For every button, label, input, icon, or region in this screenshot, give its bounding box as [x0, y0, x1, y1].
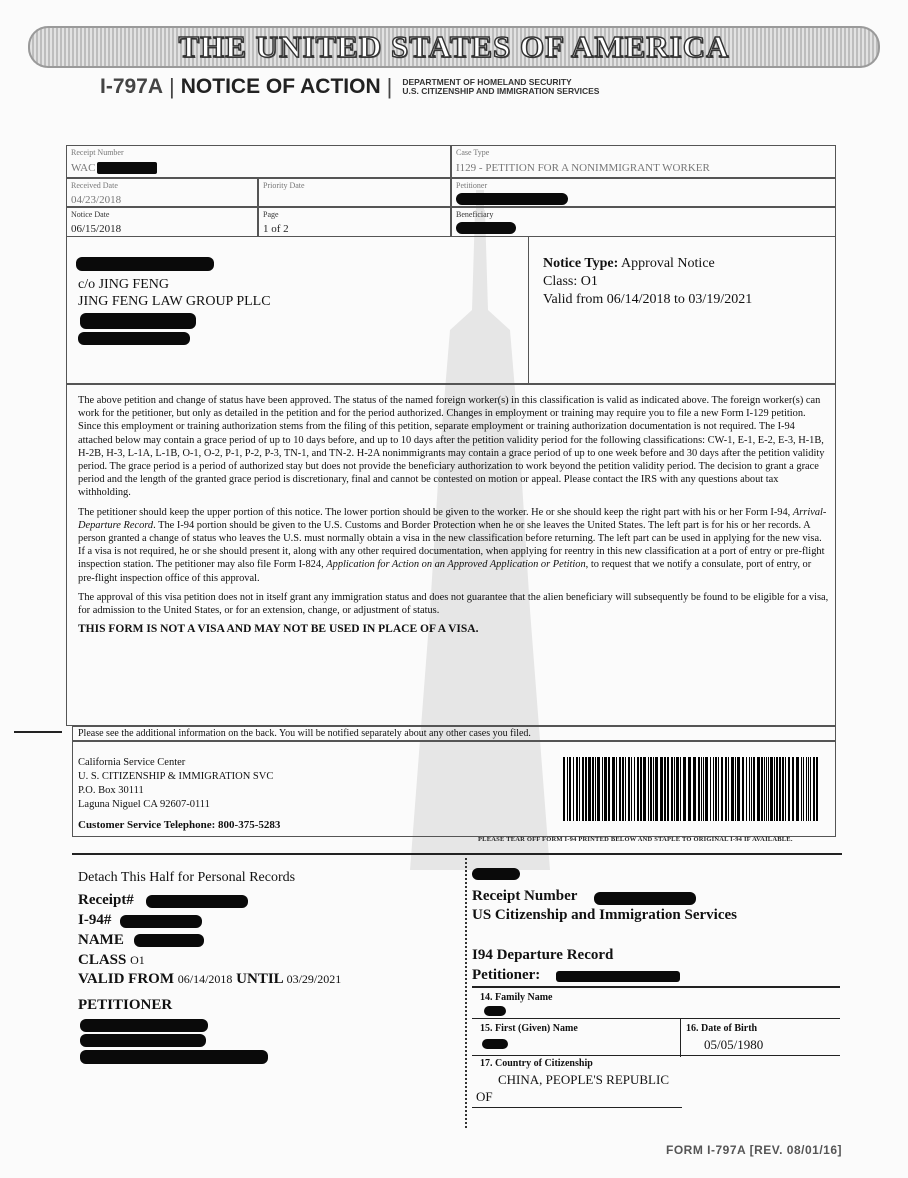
- header-divider-2: |: [386, 74, 393, 99]
- notice-type-label: Notice Type:: [543, 256, 619, 271]
- barcode-bar: [735, 757, 736, 821]
- page-value: 1 of 2: [263, 223, 289, 235]
- until-label: UNTIL: [236, 971, 283, 987]
- departure-record-title: I94 Departure Record: [472, 947, 614, 963]
- redaction-mark: [134, 934, 204, 947]
- barcode-bar: [806, 757, 807, 821]
- departure-receipt: [472, 888, 577, 905]
- barcode-bar: [582, 757, 584, 821]
- redaction-mark: [484, 1006, 506, 1016]
- barcode-bar: [693, 757, 696, 821]
- class-value: O1: [130, 953, 145, 967]
- barcode-bar: [725, 757, 727, 821]
- barcode-bar: [770, 757, 773, 821]
- service-center-line: P.O. Box 30111: [78, 785, 144, 796]
- barcode-bar: [597, 757, 600, 821]
- barcode-bar: [688, 757, 691, 821]
- redaction-mark: [120, 915, 202, 928]
- redaction-mark: [78, 332, 190, 345]
- barcode-bar: [683, 757, 686, 821]
- barcode-bar: [592, 757, 594, 821]
- additional-info-text: Please see the additional information on the back. You will be notified separately about any other cases you filed.: [78, 728, 531, 739]
- priority-date-label: Priority Date: [263, 181, 305, 190]
- name-label: NAME: [78, 932, 124, 948]
- receipt-number-value: WAC: [71, 162, 96, 174]
- validity-field: [78, 971, 341, 988]
- family-name-label: 14. Family Name: [480, 992, 553, 1003]
- barcode-bar: [731, 757, 734, 821]
- detach-line: [72, 853, 842, 855]
- address-co-line: c/o JING FENG: [78, 277, 169, 292]
- barcode-bar: [813, 757, 815, 821]
- barcode-bar: [625, 757, 626, 821]
- barcode-bar: [655, 757, 658, 821]
- address-firm-line: JING FENG LAW GROUP PLLC: [78, 294, 271, 309]
- departure-petitioner-label: Petitioner:: [472, 967, 541, 983]
- petitioner-cell: [451, 178, 836, 207]
- received-date-value: 04/23/2018: [71, 194, 122, 206]
- barcode-bar: [808, 757, 809, 821]
- notice-title: NOTICE OF ACTION: [180, 75, 381, 98]
- barcode-bar: [637, 757, 639, 821]
- redaction-mark: [472, 868, 520, 880]
- petitioner-label: PETITIONER: [78, 997, 173, 1013]
- notice-class: Class: O1: [543, 274, 598, 289]
- barcode-bar: [602, 757, 603, 821]
- barcode-bar: [742, 757, 744, 821]
- notice-date-value: 06/15/2018: [71, 223, 122, 235]
- barcode-bar: [648, 757, 649, 821]
- received-date-label: Received Date: [71, 181, 118, 190]
- barcode-bar: [751, 757, 752, 821]
- barcode-bar: [766, 757, 767, 821]
- service-center-address: [78, 756, 273, 812]
- barcode-bar: [721, 757, 723, 821]
- margin-tick: [14, 731, 62, 733]
- redaction-mark: [482, 1039, 508, 1049]
- dob-value: 05/05/1980: [704, 1037, 764, 1052]
- body-text: [78, 394, 830, 636]
- petitioner-field: [78, 997, 172, 1014]
- barcode-bar: [634, 757, 635, 821]
- barcode-bar: [616, 757, 617, 821]
- page-label: Page: [263, 210, 279, 219]
- case-type-label: Case Type: [456, 148, 490, 157]
- redaction-mark: [80, 1050, 268, 1064]
- barcode-bar: [792, 757, 794, 821]
- valid-from-value: 06/14/2018: [177, 972, 233, 986]
- barcode-bar: [667, 757, 669, 821]
- barcode-bar: [569, 757, 571, 821]
- barcode-bar: [631, 757, 632, 821]
- barcode-bar: [715, 757, 717, 821]
- paragraph-text: . The I-94 portion should be given to the U.S. Customs and Border Protection when he or she leaves the United States. The left part is for his or her records. A person granted a change of status who leaves the U.S. must normally obtain a visa in the new classification before returning. The left part can be used in applying for the new visa. If a visa is not required, he or she should present it, along with any other required documentation, when applying for reentry in this new classification at a port of entry or pre-flight inspection station. The petitioner may also file Form I-824,: [78, 519, 825, 571]
- redaction-mark: [456, 222, 516, 234]
- barcode-bar: [573, 757, 574, 821]
- barcode-bar: [612, 757, 615, 821]
- national-banner: [28, 26, 880, 68]
- barcode-bar: [810, 757, 811, 821]
- redaction-mark: [456, 193, 568, 205]
- barcode-bar: [703, 757, 704, 821]
- case-type-value: I129 - PETITION FOR A NONIMMIGRANT WORKER: [456, 162, 710, 174]
- barcode-bar: [713, 757, 714, 821]
- citizenship-label: 17. Country of Citizenship: [480, 1058, 593, 1069]
- redaction-mark: [556, 971, 680, 982]
- service-center-line: U. S. CITIZENSHIP & IMMIGRATION SVC: [78, 771, 274, 782]
- department-line-1: DEPARTMENT OF HOMELAND SECURITY: [402, 77, 572, 87]
- barcode-bar: [816, 757, 818, 821]
- i94-label: I-94#: [78, 912, 112, 928]
- barcode-bar: [640, 757, 642, 821]
- barcode-bar: [619, 757, 621, 821]
- case-type-cell: [451, 145, 836, 178]
- first-name-label: 15. First (Given) Name: [480, 1023, 578, 1034]
- class-field: [78, 952, 145, 969]
- redaction-mark: [97, 162, 157, 174]
- barcode-bar: [653, 757, 654, 821]
- barcode-bar: [764, 757, 765, 821]
- barcode-bar: [801, 757, 802, 821]
- paragraph-text: , to request that we notify a consulate, port of entry, or pre-flight inspection office of this approval.: [78, 559, 812, 584]
- barcode-bar: [671, 757, 673, 821]
- barcode-bar: [796, 757, 799, 821]
- document-header: [100, 74, 599, 100]
- field-divider: [680, 1019, 681, 1057]
- barcode-bar: [776, 757, 778, 821]
- redaction-mark: [594, 892, 696, 905]
- tear-off-instruction: PLEASE TEAR OFF FORM I-94 PRINTED BELOW AND STAPLE TO ORIGINAL I-94 IF AVAILABLE.: [478, 836, 793, 843]
- received-date-cell: [66, 178, 258, 207]
- receipt-label: Receipt#: [78, 892, 134, 908]
- departure-agency: US Citizenship and Immigration Services: [472, 907, 738, 923]
- receipt-number-label: Receipt Number: [71, 148, 124, 157]
- barcode-bar: [705, 757, 708, 821]
- until-value: 03/29/2021: [286, 972, 342, 986]
- barcode-bar: [567, 757, 568, 821]
- notice-validity: Valid from 06/14/2018 to 03/19/2021: [543, 292, 753, 307]
- paragraph-text: The petitioner should keep the upper portion of this notice. The lower portion should be given to the worker. He or she should keep the right part with his or her Form I-94,: [78, 506, 793, 518]
- barcode-bar: [737, 757, 740, 821]
- petitioner-label: Petitioner: [456, 181, 488, 190]
- redaction-mark: [76, 257, 214, 271]
- priority-date-cell: [258, 178, 451, 207]
- redaction-mark: [80, 1019, 208, 1032]
- departure-petitioner: [472, 967, 540, 984]
- dob-label: 16. Date of Birth: [686, 1023, 758, 1034]
- name-dob-row: [472, 1018, 840, 1056]
- barcode-bar: [718, 757, 719, 821]
- barcode-bar: [746, 757, 747, 821]
- form-revision: FORM I-797A [REV. 08/01/16]: [666, 1143, 843, 1157]
- petitioner-instructions-paragraph: [78, 506, 830, 585]
- service-center-line: Laguna Niguel CA 92607-0111: [78, 799, 210, 810]
- barcode-bar: [650, 757, 652, 821]
- barcode-bar: [664, 757, 666, 821]
- receipt-number-cell: [66, 145, 451, 178]
- barcode-bar: [788, 757, 790, 821]
- notice-date-cell: [66, 207, 258, 237]
- approval-paragraph: The above petition and change of status have been approved. The status of the named foreign worker(s) in this classification is valid as indicated above. The foreign worker(s) can work for the petitioner, but only as detailed in the petition and for the period authorized. Changes in employment or training may require you to file a new Form I-129 petition. Since this employment or training authorization stems from the filing of this petition, separate employment or training authorization documentation is not required. The I-94 attached below may contain a grace period of up to 10 days before, and up to 10 days after the petition validity period for the following classifications: CW-1, E-1, E-2, E-3, H-1B, H-2B, H-3, L-1A, L-1B, O-1, O-2, P-1, P-2, P-3, TN-1, and TN-2. H-2A nonimmigrants may contain a grace period of up to one week before and 30 days after the petition validity period. The grace period is a period of authorized stay but does not provide the beneficiary authorization to work beyond the petition validity period. The decision to grant a grace period and the length of the granted grace period is discretionary, final and cannot be contested on motion or appeal. Please contact the IRS with any questions about tax withholding.: [78, 395, 825, 499]
- barcode-bar: [728, 757, 729, 821]
- not-a-visa-warning: THIS FORM IS NOT A VISA AND MAY NOT BE USED IN PLACE OF A VISA.: [78, 623, 479, 636]
- redaction-mark: [146, 895, 248, 908]
- page-cell: [258, 207, 451, 237]
- barcode-bar: [757, 757, 760, 821]
- barcode-bar: [774, 757, 775, 821]
- citizenship-box: [472, 1056, 682, 1108]
- personal-records-title: Detach This Half for Personal Records: [78, 870, 296, 885]
- address-divider: [528, 236, 529, 384]
- barcode-bar: [676, 757, 679, 821]
- barcode-bar: [782, 757, 784, 821]
- barcode-bar: [643, 757, 646, 821]
- department-name: [402, 78, 599, 96]
- barcode-bar: [628, 757, 630, 821]
- customer-service-phone: Customer Service Telephone: 800-375-5283: [78, 819, 281, 831]
- valid-from-label: VALID FROM: [78, 971, 174, 987]
- barcode-bar: [579, 757, 580, 821]
- barcode-bar: [674, 757, 675, 821]
- barcode-bar: [803, 757, 804, 821]
- barcode-bar: [785, 757, 786, 821]
- barcode-bar: [749, 757, 750, 821]
- barcode-bar: [761, 757, 763, 821]
- barcode-bar: [779, 757, 781, 821]
- family-name-box: [472, 986, 840, 1018]
- beneficiary-cell: [451, 207, 836, 237]
- banner-title: THE UNITED STATES OF AMERICA: [178, 29, 730, 64]
- notice-date-label: Notice Date: [71, 210, 110, 219]
- disclaimer-paragraph: The approval of this visa petition does not in itself grant any immigration status and does not guarantee that the alien beneficiary will subsequently be found to be eligible for a visa, for admission to the United States, or for an extension, change, or adjustment of status.: [78, 591, 829, 617]
- service-center-line: California Service Center: [78, 757, 186, 768]
- beneficiary-label: Beneficiary: [456, 210, 494, 219]
- citizenship-value-continued: OF: [476, 1089, 493, 1104]
- form-number: I-797A: [100, 75, 164, 98]
- redaction-mark: [80, 1034, 206, 1047]
- citizenship-value: CHINA, PEOPLE'S REPUBLIC: [498, 1072, 669, 1087]
- barcode-bar: [563, 757, 565, 821]
- redaction-mark: [80, 313, 196, 329]
- barcode-bar: [753, 757, 755, 821]
- barcode-bar: [588, 757, 591, 821]
- paragraph-italic: Arrival-Departure Record: [78, 506, 827, 531]
- name-field: [78, 932, 124, 949]
- barcode-bar: [768, 757, 769, 821]
- barcode-bar: [585, 757, 587, 821]
- barcode-bar: [660, 757, 663, 821]
- notice-type-line: [543, 255, 715, 273]
- tear-line: [465, 858, 467, 1128]
- barcode-bar: [710, 757, 711, 821]
- header-divider: |: [169, 74, 175, 99]
- barcode-bar: [622, 757, 624, 821]
- department-line-2: U.S. CITIZENSHIP AND IMMIGRATION SERVICES: [402, 86, 600, 96]
- barcode-bar: [680, 757, 681, 821]
- paragraph-italic: Application for Action on an Approved Application or Petition: [326, 559, 586, 571]
- departure-receipt-label: Receipt Number: [472, 888, 578, 904]
- class-label: CLASS: [78, 952, 127, 968]
- barcode-bar: [698, 757, 700, 821]
- barcode-bar: [608, 757, 610, 821]
- barcode-bar: [576, 757, 578, 821]
- notice-type-value: Approval Notice: [621, 256, 715, 271]
- barcode-bar: [595, 757, 596, 821]
- receipt-field: [78, 892, 134, 909]
- barcode: [563, 757, 821, 821]
- barcode-bar: [604, 757, 607, 821]
- i94-field: [78, 912, 111, 929]
- barcode-bar: [701, 757, 702, 821]
